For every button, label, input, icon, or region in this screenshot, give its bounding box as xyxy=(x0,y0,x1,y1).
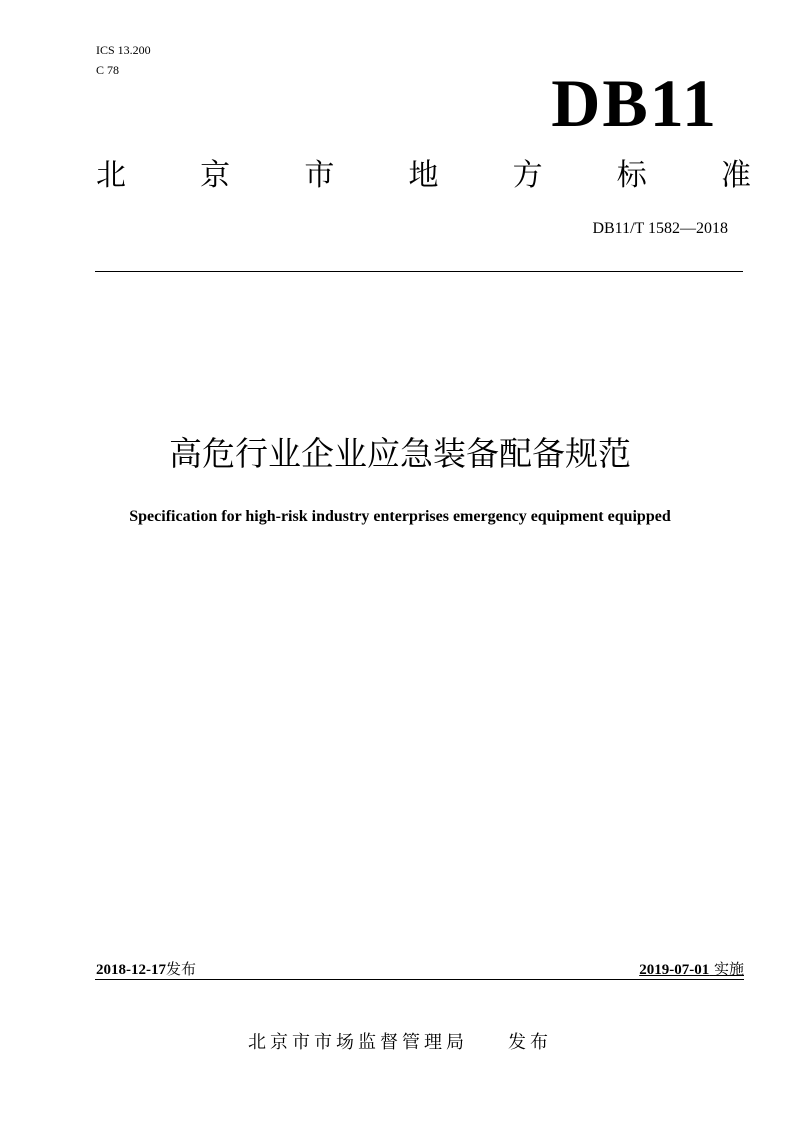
issuer-line xyxy=(0,1030,800,1056)
publish-label: 发布 xyxy=(166,960,197,978)
footer-divider xyxy=(95,979,744,980)
issuer-action: 发布 xyxy=(508,1032,552,1053)
bureau-title-char: 准 xyxy=(720,158,751,193)
classification-block xyxy=(96,40,151,80)
effective-label: 实施 xyxy=(713,960,744,978)
publish-date-line xyxy=(96,958,196,981)
bureau-title-char: 地 xyxy=(408,158,439,193)
document-title-cn: 高危行业企业应急装备配备规范 xyxy=(169,434,631,473)
ics-code: ICS 13.200 xyxy=(96,43,151,57)
bureau-title-char: 市 xyxy=(304,158,335,193)
publish-date: 2018-12-17 xyxy=(96,962,166,978)
ccs-code: C 78 xyxy=(96,63,120,77)
header-divider xyxy=(95,271,743,272)
bureau-title-char: 北 xyxy=(96,158,126,193)
issuer-name: 北京市市场监督管理局 xyxy=(248,1032,468,1053)
bureau-title-char: 方 xyxy=(512,158,543,193)
standard-number: DB11/T 1582—2018 xyxy=(592,220,728,237)
document-title-en: Specification for high-risk industry enterprises emergency equipment equipped xyxy=(129,508,671,525)
bureau-title-char: 标 xyxy=(616,158,647,193)
effective-date: 2019-07-01 xyxy=(639,962,710,978)
bureau-title-char: 京 xyxy=(200,158,231,193)
effective-date-line xyxy=(639,958,744,981)
standard-logo: DB11 xyxy=(551,65,718,141)
bureau-title xyxy=(96,156,751,196)
